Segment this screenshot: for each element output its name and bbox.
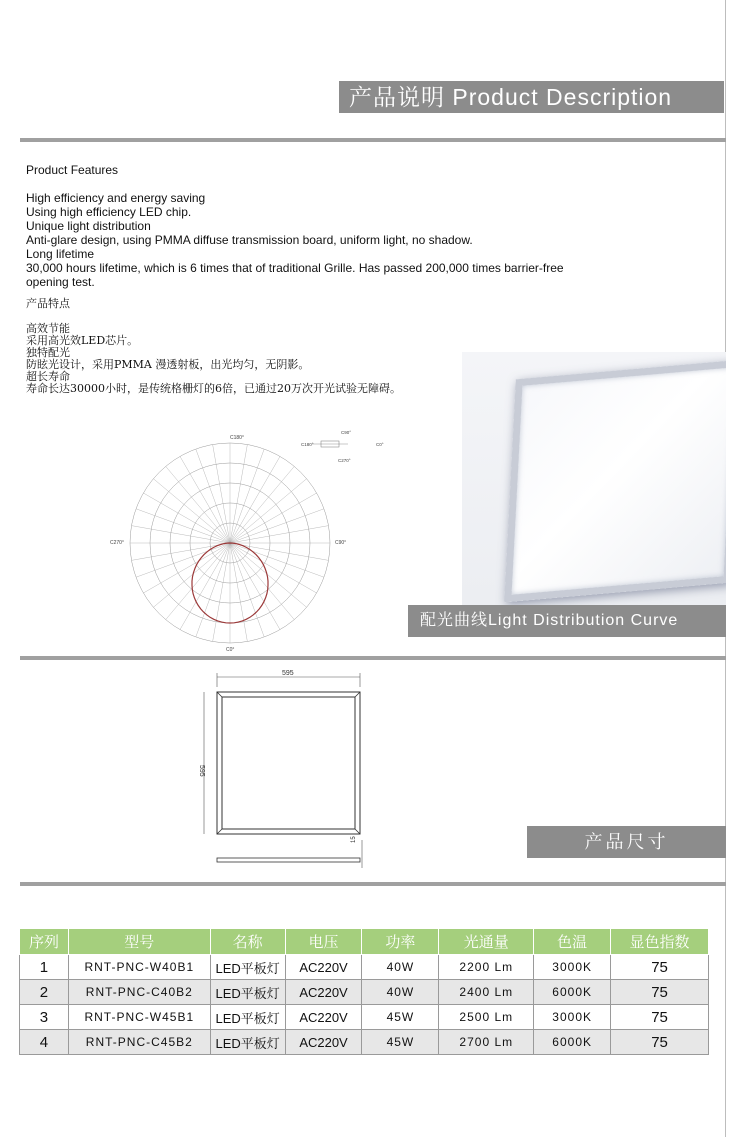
features-cn-line-2: 采用高光效LED芯片。 <box>26 334 139 347</box>
led-panel-image <box>504 360 726 603</box>
panel-inner-frame <box>222 697 355 829</box>
dimension-drawing <box>190 665 380 875</box>
polar-label-left: C270° <box>110 540 124 546</box>
features-en-heading: Product Features <box>26 163 119 177</box>
plane-legend <box>301 430 384 463</box>
cell-luminous-flux: 2400 Lm <box>439 980 534 1005</box>
cell-name: LED平板灯 <box>210 1005 285 1030</box>
header-model: 型号 <box>68 929 210 955</box>
header-luminous-flux: 光通量 <box>439 929 534 955</box>
features-cn-heading: 产品特点 <box>26 297 70 310</box>
cell-color-temperature: 3000K <box>534 955 611 980</box>
divider-top <box>20 138 726 142</box>
cell-cri: 75 <box>611 1005 709 1030</box>
cell-index: 3 <box>20 1005 69 1030</box>
header-cri: 显色指数 <box>611 929 709 955</box>
light-distribution-polar-diagram <box>100 428 400 658</box>
cell-voltage: AC220V <box>285 980 362 1005</box>
cell-model: RNT-PNC-W45B1 <box>68 1005 210 1030</box>
plane-legend-bottom: C270° <box>338 458 351 463</box>
width-label: 595 <box>282 670 294 677</box>
polar-label-top: C180° <box>230 435 244 441</box>
features-en-line-2: Using high efficiency LED chip. <box>26 205 192 219</box>
plane-legend-right: C0° <box>376 442 384 447</box>
cell-power: 45W <box>362 1005 439 1030</box>
cell-index: 1 <box>20 955 69 980</box>
features-cn-line-4: 防眩光设计，采用PMMA 漫透射板，出光均匀，无阴影。 <box>26 358 310 371</box>
cell-model: RNT-PNC-C45B2 <box>68 1030 210 1055</box>
spec-table-header <box>20 929 709 955</box>
table-row <box>20 1005 709 1030</box>
features-en-line-5: Long lifetime <box>26 247 95 261</box>
thickness-label: 15 <box>351 836 357 843</box>
header-color-temperature: 色温 <box>534 929 611 955</box>
cell-cri: 75 <box>611 980 709 1005</box>
features-cn-line-6: 寿命长达30000小时，是传统格栅灯的6倍，已通过20万次开光试验无障碍。 <box>26 382 401 395</box>
cell-voltage: AC220V <box>285 1005 362 1030</box>
cell-luminous-flux: 2700 Lm <box>439 1030 534 1055</box>
table-row <box>20 1030 709 1055</box>
cell-name: LED平板灯 <box>210 1030 285 1055</box>
frame-corner-bl <box>217 829 222 834</box>
cell-luminous-flux: 2500 Lm <box>439 1005 534 1030</box>
spec-table <box>19 928 709 1055</box>
cell-color-temperature: 6000K <box>534 980 611 1005</box>
features-en-line-3: Unique light distribution <box>26 219 151 233</box>
header-voltage: 电压 <box>285 929 362 955</box>
cell-power: 40W <box>362 980 439 1005</box>
features-en-line-4: Anti-glare design, using PMMA diffuse transmission board, uniform light, no shadow. <box>26 233 473 247</box>
polar-label-right: C90° <box>335 540 347 546</box>
header-power: 功率 <box>362 929 439 955</box>
table-row <box>20 980 709 1005</box>
product-description-banner: 产品说明 Product Description <box>339 81 724 113</box>
features-en-line-7: opening test. <box>26 275 95 289</box>
product-panel-photo <box>462 352 726 605</box>
cell-voltage: AC220V <box>285 955 362 980</box>
plane-legend-left: C180° <box>301 442 314 447</box>
cell-color-temperature: 3000K <box>534 1005 611 1030</box>
header-index: 序列 <box>20 929 69 955</box>
cell-index: 4 <box>20 1030 69 1055</box>
divider-middle <box>20 656 726 660</box>
cell-name: LED平板灯 <box>210 980 285 1005</box>
cell-cri: 75 <box>611 1030 709 1055</box>
features-cn-line-3: 独特配光 <box>26 346 70 359</box>
frame-corner-tr <box>355 692 360 697</box>
features-en-line-1: High efficiency and energy saving <box>26 191 206 205</box>
cell-power: 40W <box>362 955 439 980</box>
polar-label-bottom: C0° <box>226 647 235 653</box>
frame-corner-br <box>355 829 360 834</box>
cell-luminous-flux: 2200 Lm <box>439 955 534 980</box>
features-cn-line-5: 超长寿命 <box>26 370 70 383</box>
table-row <box>20 955 709 980</box>
divider-bottom <box>20 882 726 886</box>
light-distribution-banner: 配光曲线Light Distribution Curve <box>408 605 726 637</box>
cell-model: RNT-PNC-C40B2 <box>68 980 210 1005</box>
cell-name: LED平板灯 <box>210 955 285 980</box>
cell-voltage: AC220V <box>285 1030 362 1055</box>
panel-side-view <box>217 858 360 862</box>
cell-power: 45W <box>362 1030 439 1055</box>
cell-cri: 75 <box>611 955 709 980</box>
product-size-banner: 产品尺寸 <box>527 826 726 858</box>
frame-corner-tl <box>217 692 222 697</box>
plane-legend-top: C90° <box>341 430 352 435</box>
cell-color-temperature: 6000K <box>534 1030 611 1055</box>
features-cn-line-1: 高效节能 <box>26 322 70 335</box>
height-label: 595 <box>198 765 205 777</box>
features-en-line-6: 30,000 hours lifetime, which is 6 times that of traditional Grille. Has passed 200,000 times barrier-free <box>26 261 564 275</box>
cell-index: 2 <box>20 980 69 1005</box>
header-name: 名称 <box>210 929 285 955</box>
panel-outer-frame <box>217 692 360 834</box>
cell-model: RNT-PNC-W40B1 <box>68 955 210 980</box>
